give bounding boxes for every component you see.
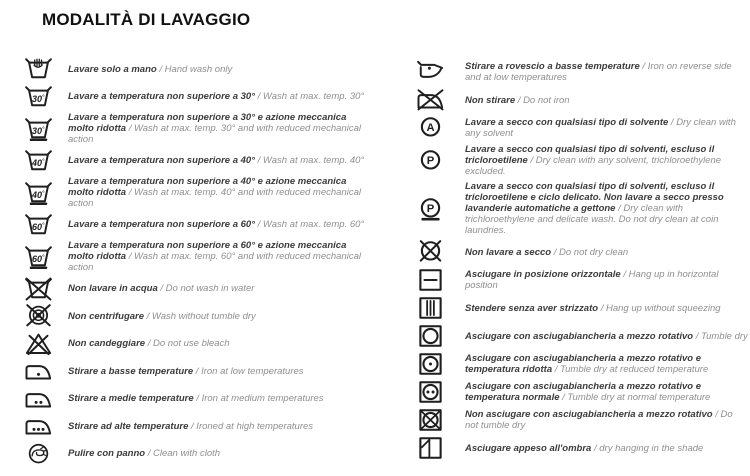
care-label: Non asciugare con asciugabiancheria a mezzo rotativo / Do not tumble dry bbox=[465, 409, 733, 431]
care-label: Non candeggiare / Do not use bleach bbox=[68, 338, 230, 349]
care-label: Stirare a basse temperature / Iron at low temperatures bbox=[68, 365, 304, 377]
care-row bbox=[25, 213, 373, 237]
care-row bbox=[25, 176, 373, 209]
care-label: Stirare ad alte temperature / Ironed at high temperatures bbox=[68, 420, 314, 432]
svg-text:P: P bbox=[426, 202, 435, 215]
care-label: Lavare a secco con qualsiasi tipo di solventi, escluso il tricloroetilene e ciclo delicato. Non lavare a secco presso lavanderie automatiche a gettone / Dry clean with trichloroethylene and delicate wash. Do not dry clean at coin laundries. bbox=[465, 181, 724, 236]
wash-30-icon bbox=[25, 85, 59, 109]
column-left bbox=[25, 57, 373, 469]
care-label: Lavare a temperatura non superiore a 60° e azione meccanica molto ridotta / Wash at max. temp. 60° and with reduced mechanical action bbox=[68, 240, 361, 273]
care-row bbox=[25, 442, 373, 466]
svg-text:30°: 30° bbox=[31, 93, 45, 104]
care-row bbox=[417, 240, 748, 264]
dry-clean-p-icon bbox=[417, 149, 455, 173]
care-row bbox=[25, 57, 373, 81]
care-label: Stirare a rovescio a basse temperature / Iron on reverse side and at low temperatures bbox=[465, 61, 732, 83]
iron-medium-icon bbox=[25, 387, 59, 411]
care-row bbox=[417, 116, 748, 140]
care-label: Asciugare con asciugabiancheria a mezzo rotativo e temperatura normale / Tumble dry at normal temperature bbox=[465, 381, 711, 403]
svg-text:A: A bbox=[426, 121, 435, 134]
no-iron-icon bbox=[417, 88, 455, 112]
clean-cloth-icon bbox=[25, 442, 59, 466]
care-row bbox=[25, 332, 373, 356]
svg-text:40°: 40° bbox=[31, 157, 45, 168]
care-label: Stirare a medie temperature / Iron at medium temperatures bbox=[68, 393, 324, 404]
column-right bbox=[417, 60, 748, 464]
care-row bbox=[417, 324, 748, 348]
care-label: Lavare a temperatura non superiore a 40° e azione meccanica molto ridotta / Wash at max. temp. 40° and with reduced mechanical action bbox=[68, 176, 361, 209]
svg-text:30°: 30° bbox=[31, 125, 45, 136]
wash-40-icon bbox=[25, 149, 59, 173]
care-row bbox=[25, 304, 373, 328]
care-label: Pulire con panno / Clean with cloth bbox=[68, 448, 221, 459]
dry-clean-p-delicate-icon bbox=[417, 197, 455, 221]
svg-text:60°: 60° bbox=[31, 253, 45, 264]
svg-text:40°: 40° bbox=[31, 189, 45, 200]
care-row bbox=[417, 88, 748, 112]
care-label: Lavare a temperatura non superiore a 30° / Wash at max. temp. 30° bbox=[68, 91, 365, 102]
care-row bbox=[25, 149, 373, 173]
drip-dry-icon bbox=[417, 296, 455, 320]
care-label: Non centrifugare / Wash without tumble dry bbox=[68, 310, 256, 322]
care-label: Lavare a secco con qualsiasi tipo di solventi, escluso il tricloroetilene / Dry clean with any solvent, trichloroethylene excluded. bbox=[465, 144, 722, 177]
care-row bbox=[25, 85, 373, 109]
care-label: Lavare solo a mano / Hand wash only bbox=[68, 63, 233, 75]
care-row bbox=[25, 414, 373, 438]
care-label: Non stirare / Do not iron bbox=[465, 94, 570, 106]
care-label: Asciugare in posizione orizzontale / Hang up in horizontal position bbox=[465, 269, 719, 291]
no-spin-icon bbox=[25, 304, 59, 328]
care-label: Asciugare con asciugabiancheria a mezzo rotativo e temperatura ridotta / Tumble dry at reduced temperature bbox=[465, 353, 709, 375]
svg-text:P: P bbox=[426, 154, 435, 167]
care-row bbox=[25, 277, 373, 301]
care-label: Lavare a temperatura non superiore a 30° e azione meccanica molto ridotta / Wash at max. temp. 30° and with reduced mechanical action bbox=[68, 112, 361, 145]
wash-40-reduced-icon bbox=[25, 181, 59, 205]
care-row bbox=[417, 408, 748, 432]
care-row bbox=[25, 112, 373, 145]
no-wash-icon bbox=[25, 277, 59, 301]
care-row bbox=[417, 60, 748, 84]
wash-60-icon bbox=[25, 213, 59, 237]
no-tumble-dry-icon bbox=[417, 408, 455, 432]
care-row bbox=[417, 380, 748, 404]
care-row bbox=[417, 268, 748, 292]
no-dry-clean-icon bbox=[417, 240, 455, 264]
hand-wash-icon bbox=[25, 57, 59, 81]
iron-reverse-low-icon bbox=[417, 60, 455, 84]
care-row bbox=[417, 181, 748, 236]
wash-30-reduced-icon bbox=[25, 117, 59, 141]
care-row bbox=[417, 296, 748, 320]
wash-60-reduced-icon bbox=[25, 245, 59, 269]
tumble-dry-normal-icon bbox=[417, 380, 455, 404]
iron-low-icon bbox=[25, 359, 59, 383]
no-bleach-icon bbox=[25, 332, 59, 356]
tumble-dry-icon bbox=[417, 324, 455, 348]
care-label: Non lavare a secco / Do not dry clean bbox=[465, 246, 629, 258]
care-label: Lavare a secco con qualsiasi tipo di solvente / Dry clean with any solvent bbox=[465, 117, 736, 139]
care-label: Non lavare in acqua / Do not wash in water bbox=[68, 283, 255, 294]
dry-shade-icon bbox=[417, 436, 455, 460]
care-row bbox=[417, 144, 748, 177]
dry-clean-any-icon bbox=[417, 116, 455, 140]
care-label: Asciugare con asciugabiancheria a mezzo rotativo / Tumble dry bbox=[465, 330, 748, 342]
care-label: Lavare a temperatura non superiore a 60° / Wash at max. temp. 60° bbox=[68, 219, 365, 230]
care-label: Lavare a temperatura non superiore a 40° / Wash at max. temp. 40° bbox=[68, 155, 365, 166]
care-label: Stendere senza aver strizzato / Hang up without squeezing bbox=[465, 302, 721, 314]
iron-high-icon bbox=[25, 414, 59, 438]
care-row bbox=[25, 359, 373, 383]
care-row bbox=[417, 436, 748, 460]
dry-flat-icon bbox=[417, 268, 455, 292]
care-row bbox=[25, 240, 373, 273]
care-row bbox=[25, 387, 373, 411]
page-title: MODALITÀ DI LAVAGGIO bbox=[42, 10, 251, 29]
svg-text:60°: 60° bbox=[31, 221, 45, 232]
care-row bbox=[417, 352, 748, 376]
care-label: Asciugare appeso all'ombra / dry hanging in the shade bbox=[465, 442, 704, 454]
tumble-dry-low-icon bbox=[417, 352, 455, 376]
